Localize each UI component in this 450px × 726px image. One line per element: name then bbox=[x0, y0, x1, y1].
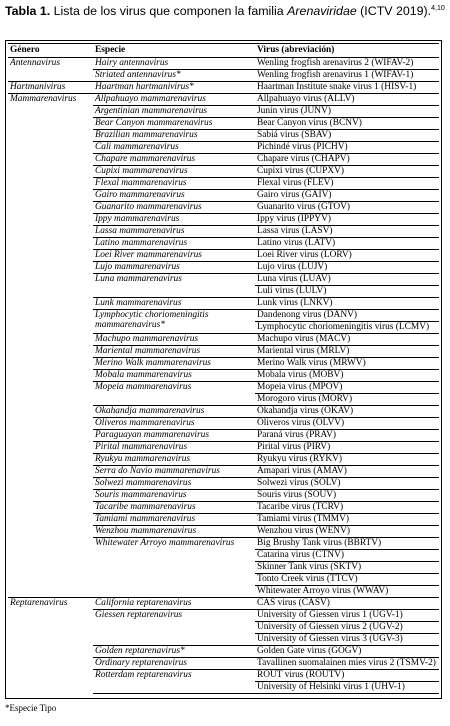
table-row bbox=[8, 526, 439, 538]
species-cell: Ippy mammarenavirus bbox=[93, 214, 255, 226]
virus-cell: Big Brushy Tank virus (BBRTV) bbox=[255, 538, 439, 550]
species-cell: Lymphocytic choriomeningitis mammarenavirus* bbox=[93, 310, 255, 334]
table-row bbox=[8, 598, 439, 610]
species-cell: Haartman hartmanivirus* bbox=[93, 82, 255, 94]
table-row bbox=[8, 370, 439, 382]
caption-label: Tabla 1. bbox=[5, 4, 51, 18]
table-row bbox=[8, 154, 439, 166]
virus-cell: Loei River virus (LORV) bbox=[255, 250, 439, 262]
species-cell: Loei River mammarenavirus bbox=[93, 250, 255, 262]
genus-cell bbox=[8, 442, 93, 454]
species-cell: Paraguayan mammarenavirus bbox=[93, 430, 255, 442]
genus-cell bbox=[8, 346, 93, 358]
species-cell: Allpahuayo mammarenavirus bbox=[93, 94, 255, 106]
virus-cell: Dandenong virus (DANV) bbox=[255, 310, 439, 322]
virus-cell: Mariental virus (MRLV) bbox=[255, 346, 439, 358]
species-cell: Tamiami mammarenavirus bbox=[93, 514, 255, 526]
table-row bbox=[8, 58, 439, 70]
virus-cell: Guanarito virus (GTOV) bbox=[255, 202, 439, 214]
table-row bbox=[8, 166, 439, 178]
virus-cell: Haartman Institute snake virus 1 (HISV-1) bbox=[255, 82, 439, 94]
species-cell: Giessen reptarenavirus bbox=[93, 610, 255, 646]
species-cell: Serra do Navio mammarenavirus bbox=[93, 466, 255, 478]
species-cell: Lunk mammarenavirus bbox=[93, 298, 255, 310]
genus-cell bbox=[8, 154, 93, 166]
virus-cell: Morogoro virus (MORV) bbox=[255, 394, 439, 406]
species-cell: Tacaribe mammarenavirus bbox=[93, 502, 255, 514]
table-row bbox=[8, 466, 439, 478]
genus-cell bbox=[8, 646, 93, 658]
virus-cell: Tavallinen suomalainen mies virus 2 (TSMV-2) bbox=[255, 658, 439, 670]
virus-cell: Lymphocytic choriomeningitis virus (LCMV) bbox=[255, 322, 439, 334]
virus-cell: Okahandja virus (OKAV) bbox=[255, 406, 439, 418]
species-cell: Mobala mammarenavirus bbox=[93, 370, 255, 382]
virus-cell: Luna virus (LUAV) bbox=[255, 274, 439, 286]
virus-cell: Latino virus (LATV) bbox=[255, 238, 439, 250]
species-cell: Brazilian mammarenavirus bbox=[93, 130, 255, 142]
virus-table bbox=[8, 43, 439, 694]
genus-cell bbox=[8, 418, 93, 430]
virus-cell: Sabiá virus (SBAV) bbox=[255, 130, 439, 142]
species-cell: Ryukyu mammarenavirus bbox=[93, 454, 255, 466]
virus-cell: ROUT virus (ROUTV) bbox=[255, 670, 439, 682]
table-row bbox=[8, 118, 439, 130]
table-row bbox=[8, 502, 439, 514]
genus-cell bbox=[8, 406, 93, 418]
virus-cell: Machupo virus (MACV) bbox=[255, 334, 439, 346]
table-row bbox=[8, 490, 439, 502]
caption-year: (ICTV 2019). bbox=[356, 4, 432, 18]
species-cell: Rotterdam reptarenavirus bbox=[93, 670, 255, 694]
table-row bbox=[8, 274, 439, 286]
species-cell: Wenzhou mammarenavirus bbox=[93, 526, 255, 538]
virus-cell: University of Helsinki virus 1 (UHV-1) bbox=[255, 682, 439, 694]
virus-cell: Pirital virus (PIRV) bbox=[255, 442, 439, 454]
genus-cell: Antennavirus bbox=[8, 58, 93, 70]
table-row bbox=[8, 670, 439, 682]
table-caption bbox=[5, 3, 445, 20]
virus-cell: Amapari virus (AMAV) bbox=[255, 466, 439, 478]
caption-text: Lista de los virus que componen la familia bbox=[50, 4, 288, 18]
species-cell: Pirital mammarenavirus bbox=[93, 442, 255, 454]
table-row bbox=[8, 334, 439, 346]
header-row bbox=[8, 44, 439, 58]
table-row bbox=[8, 310, 439, 322]
virus-cell: CAS virus (CASV) bbox=[255, 598, 439, 610]
table-row bbox=[8, 346, 439, 358]
genus-cell: Hartmanivirus bbox=[8, 82, 93, 94]
species-cell: Striated antennavirus* bbox=[93, 70, 255, 82]
table-row bbox=[8, 406, 439, 418]
virus-cell: Pichindé virus (PICHV) bbox=[255, 142, 439, 154]
species-cell: Lujo mammarenavirus bbox=[93, 262, 255, 274]
virus-cell: University of Giessen virus 3 (UGV-3) bbox=[255, 634, 439, 646]
table-row bbox=[8, 106, 439, 118]
table-row bbox=[8, 178, 439, 190]
virus-cell: Wenzhou virus (WENV) bbox=[255, 526, 439, 538]
table-row bbox=[8, 142, 439, 154]
virus-cell: Mobala virus (MOBV) bbox=[255, 370, 439, 382]
genus-cell bbox=[8, 118, 93, 130]
table-row bbox=[8, 442, 439, 454]
virus-cell: University of Giessen virus 1 (UGV-1) bbox=[255, 610, 439, 622]
genus-cell bbox=[8, 382, 93, 406]
species-cell: Flexal mammarenavirus bbox=[93, 178, 255, 190]
genus-cell bbox=[8, 526, 93, 538]
genus-cell bbox=[8, 478, 93, 490]
table-row bbox=[8, 610, 439, 622]
table-row bbox=[8, 382, 439, 394]
genus-cell bbox=[8, 214, 93, 226]
table-row bbox=[8, 454, 439, 466]
virus-cell: Skinner Tank virus (SKTV) bbox=[255, 562, 439, 574]
species-cell: Mopeia mammarenavirus bbox=[93, 382, 255, 406]
virus-cell: Tamiami virus (TMMV) bbox=[255, 514, 439, 526]
table-row bbox=[8, 82, 439, 94]
table-row bbox=[8, 538, 439, 550]
genus-cell bbox=[8, 514, 93, 526]
table-row bbox=[8, 430, 439, 442]
table-row bbox=[8, 478, 439, 490]
virus-cell: Bear Canyon virus (BCNV) bbox=[255, 118, 439, 130]
table-row bbox=[8, 658, 439, 670]
header-species: Especie bbox=[93, 44, 255, 58]
table-body bbox=[8, 58, 439, 694]
virus-cell: Junín virus (JUNV) bbox=[255, 106, 439, 118]
table-row bbox=[8, 514, 439, 526]
table-row bbox=[8, 94, 439, 106]
genus-cell bbox=[8, 334, 93, 346]
virus-cell: Cupixi virus (CUPXV) bbox=[255, 166, 439, 178]
header-virus: Virus (abreviación) bbox=[255, 44, 439, 58]
table-row bbox=[8, 202, 439, 214]
species-cell: Gairo mammarenavirus bbox=[93, 190, 255, 202]
genus-cell bbox=[8, 610, 93, 646]
genus-cell bbox=[8, 250, 93, 262]
species-cell: Machupo mammarenavirus bbox=[93, 334, 255, 346]
virus-cell: Souris virus (SOUV) bbox=[255, 490, 439, 502]
species-cell: Cali mammarenavirus bbox=[93, 142, 255, 154]
species-cell: Bear Canyon mammarenavirus bbox=[93, 118, 255, 130]
table-row bbox=[8, 250, 439, 262]
genus-cell bbox=[8, 670, 93, 694]
genus-cell bbox=[8, 466, 93, 478]
genus-cell bbox=[8, 658, 93, 670]
species-cell: Golden reptarenavirus* bbox=[93, 646, 255, 658]
genus-cell bbox=[8, 274, 93, 298]
virus-cell: Ryukyu virus (RYKV) bbox=[255, 454, 439, 466]
virus-cell: Flexal virus (FLEV) bbox=[255, 178, 439, 190]
virus-cell: Tonto Creek virus (TTCV) bbox=[255, 574, 439, 586]
genus-cell bbox=[8, 310, 93, 334]
genus-cell bbox=[8, 490, 93, 502]
genus-cell bbox=[8, 190, 93, 202]
genus-cell bbox=[8, 262, 93, 274]
species-cell: Chapare mammarenavirus bbox=[93, 154, 255, 166]
caption-family: Arenaviridae bbox=[287, 4, 357, 18]
virus-cell: Catarina virus (CTNV) bbox=[255, 550, 439, 562]
species-cell: Lassa mammarenavirus bbox=[93, 226, 255, 238]
virus-cell: Wenling frogfish arenavirus 1 (WIFAV-1) bbox=[255, 70, 439, 82]
species-cell: Luna mammarenavirus bbox=[93, 274, 255, 298]
virus-cell: Merino Walk virus (MRWV) bbox=[255, 358, 439, 370]
table-row bbox=[8, 262, 439, 274]
table-row bbox=[8, 70, 439, 82]
virus-cell: Lujo virus (LUJV) bbox=[255, 262, 439, 274]
species-cell: Okahandja mammarenavirus bbox=[93, 406, 255, 418]
caption-refs: 4,10 bbox=[431, 4, 445, 12]
table-row bbox=[8, 130, 439, 142]
virus-cell: Ippy virus (IPPYV) bbox=[255, 214, 439, 226]
species-cell: California reptarenavirus bbox=[93, 598, 255, 610]
table-row bbox=[8, 190, 439, 202]
virus-cell: Gairo virus (GAIV) bbox=[255, 190, 439, 202]
virus-cell: Solwezi virus (SOLV) bbox=[255, 478, 439, 490]
genus-cell bbox=[8, 238, 93, 250]
footnote: *Especie Tipo bbox=[5, 703, 57, 713]
species-cell: Merino Walk mammarenavirus bbox=[93, 358, 255, 370]
species-cell: Whitewater Arroyo mammarenavirus bbox=[93, 538, 255, 598]
genus-cell bbox=[8, 370, 93, 382]
virus-cell: Oliveros virus (OLVV) bbox=[255, 418, 439, 430]
species-cell: Oliveros mammarenavirus bbox=[93, 418, 255, 430]
virus-cell: University of Giessen virus 2 (UGV-2) bbox=[255, 622, 439, 634]
genus-cell: Mammarenavirus bbox=[8, 94, 93, 106]
virus-cell: Wenling frogfish arenavirus 2 (WIFAV-2) bbox=[255, 58, 439, 70]
virus-cell: Chapare virus (CHAPV) bbox=[255, 154, 439, 166]
virus-cell: Allpahuayo virus (ALLV) bbox=[255, 94, 439, 106]
species-cell: Cupixi mammarenavirus bbox=[93, 166, 255, 178]
virus-cell: Tacaribe virus (TCRV) bbox=[255, 502, 439, 514]
genus-cell bbox=[8, 142, 93, 154]
virus-cell: Whitewater Arroyo virus (WWAV) bbox=[255, 586, 439, 598]
table-row bbox=[8, 418, 439, 430]
genus-cell bbox=[8, 538, 93, 598]
species-cell: Hairy antennavirus bbox=[93, 58, 255, 70]
table-row bbox=[8, 238, 439, 250]
virus-cell: Luli virus (LULV) bbox=[255, 286, 439, 298]
species-cell: Guanarito mammarenavirus bbox=[93, 202, 255, 214]
genus-cell bbox=[8, 202, 93, 214]
virus-cell: Golden Gate virus (GOGV) bbox=[255, 646, 439, 658]
genus-cell bbox=[8, 130, 93, 142]
table-row bbox=[8, 298, 439, 310]
table-row bbox=[8, 358, 439, 370]
species-cell: Ordinary reptarenavirus bbox=[93, 658, 255, 670]
virus-cell: Lassa virus (LASV) bbox=[255, 226, 439, 238]
genus-cell bbox=[8, 178, 93, 190]
genus-cell bbox=[8, 70, 93, 82]
species-cell: Souris mammarenavirus bbox=[93, 490, 255, 502]
virus-cell: Paraná virus (PRAV) bbox=[255, 430, 439, 442]
species-cell: Latino mammarenavirus bbox=[93, 238, 255, 250]
table-row bbox=[8, 646, 439, 658]
genus-cell bbox=[8, 106, 93, 118]
species-cell: Solwezi mammarenavirus bbox=[93, 478, 255, 490]
genus-cell: Reptarenavirus bbox=[8, 598, 93, 610]
genus-cell bbox=[8, 430, 93, 442]
table-row bbox=[8, 226, 439, 238]
table-frame bbox=[5, 40, 442, 699]
virus-cell: Lunk virus (LNKV) bbox=[255, 298, 439, 310]
genus-cell bbox=[8, 454, 93, 466]
virus-cell: Mopeia virus (MPOV) bbox=[255, 382, 439, 394]
species-cell: Mariental mammarenavirus bbox=[93, 346, 255, 358]
species-cell: Argentinian mammarenavirus bbox=[93, 106, 255, 118]
header-genus: Género bbox=[8, 44, 93, 58]
genus-cell bbox=[8, 226, 93, 238]
genus-cell bbox=[8, 166, 93, 178]
table-row bbox=[8, 214, 439, 226]
genus-cell bbox=[8, 502, 93, 514]
genus-cell bbox=[8, 298, 93, 310]
genus-cell bbox=[8, 358, 93, 370]
